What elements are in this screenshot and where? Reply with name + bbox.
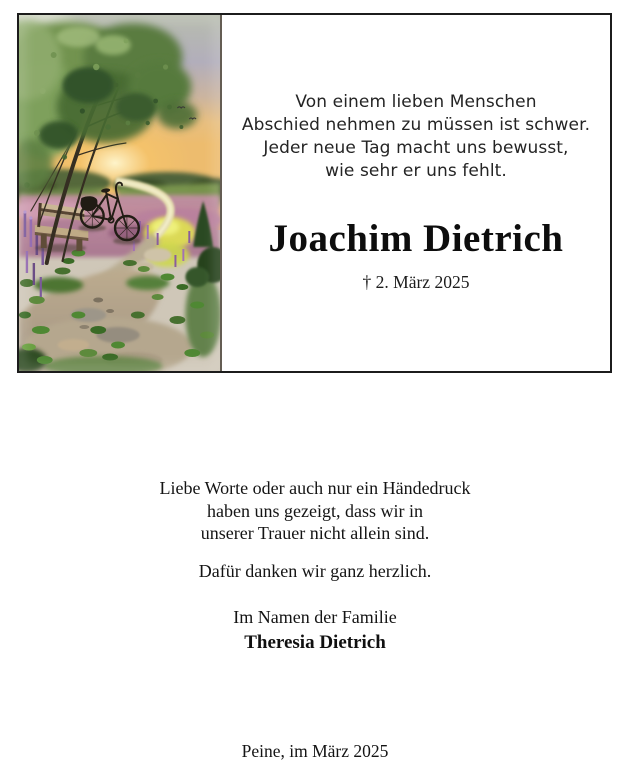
landscape-painting (19, 15, 220, 371)
card-text-area (222, 15, 610, 371)
memorial-verse (222, 91, 610, 183)
acknowledgement-text (0, 477, 630, 545)
verse-line: Von einem lieben Menschen (295, 92, 537, 112)
family-intro-line: Im Namen der Familie (233, 607, 397, 627)
acknowledgement-line: unserer Trauer nicht allein sind. (200, 523, 430, 543)
acknowledgement-line: Liebe Worte oder auch nur ein Händedruck (159, 478, 471, 498)
verse-line: Jeder neue Tag macht uns bewusst, (263, 138, 569, 158)
acknowledgement-line: haben uns gezeigt, dass wir in (207, 500, 423, 521)
death-date: † 2. März 2025 (362, 272, 470, 292)
memorial-card-front (17, 13, 612, 373)
deceased-name: Joachim Dietrich (268, 217, 564, 260)
place-date-line: Peine, im März 2025 (241, 741, 389, 761)
verse-line: wie sehr er uns fehlt. (325, 161, 507, 181)
family-signer-name: Theresia Dietrich (244, 632, 386, 653)
thanks-line: Dafür danken wir ganz herzlich. (198, 561, 432, 581)
memorial-artwork (19, 15, 222, 371)
verse-line: Abschied nehmen zu müssen ist schwer. (241, 115, 591, 135)
